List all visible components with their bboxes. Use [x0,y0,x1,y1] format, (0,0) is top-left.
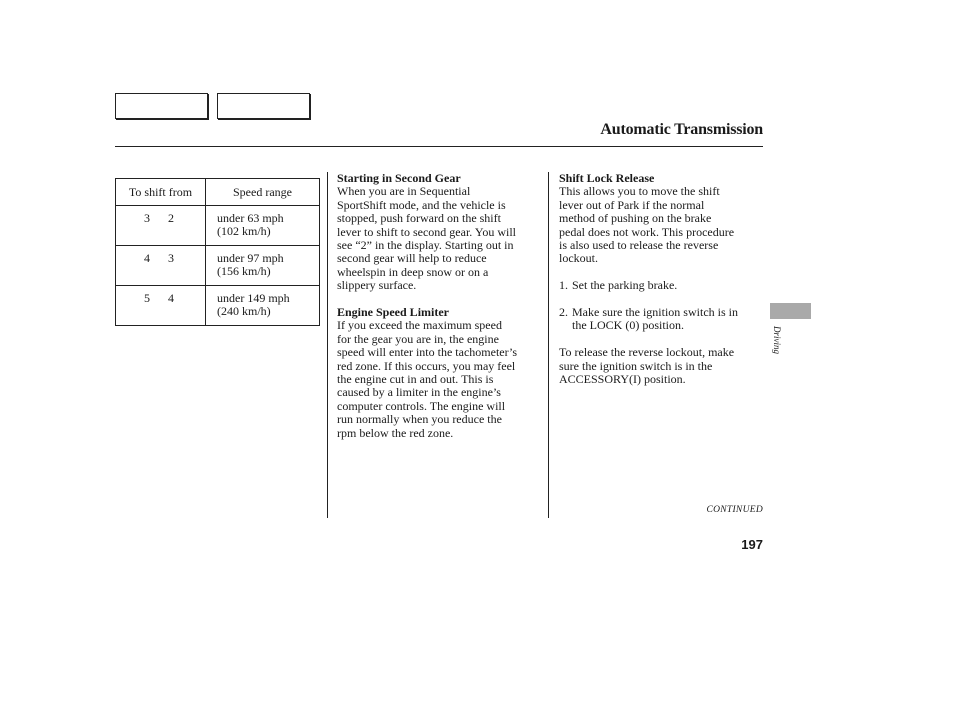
gear-to: 2 [168,211,174,225]
section-heading-speed-limiter: Engine Speed Limiter [337,305,450,320]
column-divider-left [327,172,328,518]
text-line: caused by a limiter in the engine’s [337,385,501,400]
second-gear-text [337,185,545,292]
text-line: pedal does not work. This procedure [559,224,735,239]
title-rule [115,146,763,147]
text-line: the LOCK (0) position. [572,318,684,333]
text-line: method of pushing on the brake [559,211,712,226]
shift-lock-intro [559,185,763,265]
section-label-driving: Driving [772,326,782,354]
gear-to: 3 [168,251,174,265]
text-line: This allows you to move the shift [559,184,720,199]
text-line: When you are in Sequential [337,184,471,199]
section-tab-marker [770,303,811,319]
step-number: 2. [559,305,568,320]
text-line: slippery surface. [337,278,417,293]
middle-column [337,172,545,440]
text-line: lever out of Park if the normal [559,197,705,212]
speed-kmh: (240 km/h) [217,304,271,318]
text-line: rpm below the red zone. [337,425,454,440]
column-divider-right [548,172,549,518]
text-line: computer controls. The engine will [337,398,506,413]
nav-box-right[interactable] [217,93,310,119]
table-header-row [116,179,320,206]
page-title: Automatic Transmission [600,121,763,138]
table-row [116,206,320,246]
text-line: second gear will help to reduce [337,251,487,266]
step-number: 1. [559,278,568,293]
text-line: for the gear you are in, the engine [337,331,499,346]
table-header-shift-from: To shift from [128,185,193,199]
speed-kmh: (156 km/h) [217,264,271,278]
speed-range-table [115,178,320,326]
text-line: see “2” in the display. Starting out in [337,238,514,253]
text-line: To release the reverse lockout, make [559,345,735,360]
section-heading-second-gear: Starting in Second Gear [337,171,461,185]
table-row [116,286,320,326]
table-row [116,246,320,286]
step-1 [559,279,763,292]
text-line: ACCESSORY(I) position. [559,372,686,387]
right-column [559,172,763,386]
text-line: is also used to release the reverse [559,238,719,253]
text-line: Make sure the ignition switch is in [572,305,738,320]
text-line: red zone. If this occurs, you may feel [337,358,516,373]
page-number: 197 [741,537,763,552]
speed-kmh: (102 km/h) [217,224,271,238]
speed-limiter-text [337,319,545,440]
gear-from: 4 [144,251,150,265]
text-line: Set the parking brake. [572,278,678,293]
gear-from: 5 [144,291,150,305]
text-line: wheelspin in deep snow or on a [337,264,489,279]
speed-mph: under 63 mph [217,211,284,225]
text-line: lever to shift to second gear. You will [337,224,516,239]
speed-mph: under 97 mph [217,251,284,265]
text-line: lockout. [559,251,598,266]
gear-from: 3 [144,211,150,225]
nav-box-left[interactable] [115,93,208,119]
gear-to: 4 [168,291,174,305]
text-line: If you exceed the maximum speed [337,318,502,333]
text-line: the engine cut in and out. This is [337,372,494,387]
speed-mph: under 149 mph [217,291,290,305]
text-line: sure the ignition switch is in the [559,358,713,373]
text-line: SportShift mode, and the vehicle is [337,197,506,212]
section-heading-shift-lock-release: Shift Lock Release [559,171,655,185]
continued-label: CONTINUED [706,505,763,515]
reverse-lockout-text [559,346,763,386]
text-line: speed will enter into the tachometer’s [337,345,518,360]
text-line: stopped, push forward on the shift [337,211,501,226]
table-header-speed-range: Speed range [233,185,292,199]
text-line: run normally when you reduce the [337,412,502,427]
step-2 [559,306,763,333]
